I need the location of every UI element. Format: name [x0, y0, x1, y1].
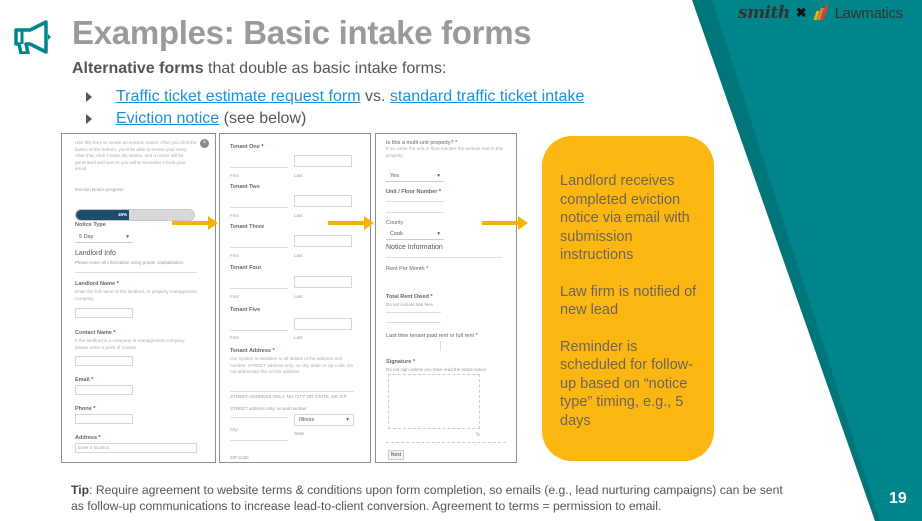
landlord-name-input[interactable]: [75, 308, 133, 318]
contact-name-hint: If the landlord is a company or management company, please enter a point of contact: [75, 338, 186, 350]
megaphone-icon: [12, 20, 56, 54]
tenant-three-label: Tenant Three: [230, 224, 265, 230]
zip-input[interactable]: [230, 440, 288, 441]
first-sublabel: First: [230, 173, 239, 178]
workflow-callout: [542, 136, 714, 461]
last-paid-label: Last time tenant paid rent or full rent *: [386, 333, 478, 339]
tenant-one-last-input[interactable]: [294, 155, 352, 167]
signature-hint: Do not sign unless you have read the entire notice: [386, 367, 487, 372]
bullet-item: [86, 86, 584, 108]
first-sublabel: First: [230, 335, 239, 340]
unit-floor-input[interactable]: [386, 212, 444, 213]
form-intro-text: Use this form to create an eviction notice. After you click the button at the bottom, you'll be able to review your entry. After that, click Create My Notice, and a notice will be generated and sent to you within seconds! Check your email.: [75, 140, 197, 171]
eviction-notice-link[interactable]: Eviction notice: [116, 110, 220, 127]
divider: [386, 442, 506, 443]
standard-traffic-intake-link[interactable]: standard traffic ticket intake: [389, 88, 585, 105]
contact-name-input[interactable]: [75, 356, 133, 366]
tip-label: Tip: [71, 483, 90, 497]
tenant-five-last-input[interactable]: [294, 318, 352, 330]
tenant-two-first-input[interactable]: [230, 207, 288, 208]
subtitle: [72, 60, 446, 78]
tenant-one-label: Tenant One *: [230, 144, 264, 150]
multi-unit-select[interactable]: Yes ▾: [386, 170, 444, 182]
first-sublabel: First: [230, 294, 239, 299]
tenant-four-first-input[interactable]: [230, 288, 288, 289]
lawmatics-bars-icon: [813, 5, 829, 21]
form-screenshot-tenants: [219, 133, 371, 463]
callout-paragraph: Reminder is scheduled for follow-up based on “notice type” timing, e.g., 5 days: [560, 338, 693, 429]
tenant-address-hint: Our system is sensitive to all details of the address and number. STREET address only, no city, state or zip code. Do not abbreviate this on the address.: [230, 356, 354, 374]
divider: [386, 257, 502, 258]
total-rent-owed-hint: Do not include late fees: [386, 302, 434, 307]
last-sublabel: Last: [294, 335, 303, 340]
tenant-four-label: Tenant Four: [230, 265, 262, 271]
county-label: County: [386, 220, 404, 226]
state-sublabel: State: [294, 431, 305, 436]
last-sublabel: Last: [294, 213, 303, 218]
email-input[interactable]: [75, 385, 133, 395]
tenant-two-label: Tenant Two: [230, 184, 260, 190]
first-sublabel: First: [230, 253, 239, 258]
unit-floor-label: Unit / Floor Number *: [386, 189, 442, 195]
bullet-item: [86, 108, 584, 130]
subtitle-bold: Alternative forms: [72, 60, 204, 77]
multi-unit-question: Is this a multi-unit property? *: [386, 140, 458, 146]
page-number: 19: [889, 490, 907, 507]
progress-label: Eviction Notice progress: [75, 187, 124, 192]
landlord-name-label: Landlord Name *: [75, 281, 119, 287]
tenant-five-label: Tenant Five: [230, 307, 261, 313]
tenant-address-label: Tenant Address *: [230, 348, 275, 354]
bullet-suffix: (see below): [219, 110, 307, 127]
tip-body: : Require agreement to website terms & conditions upon form completion, so emails (e.g., lead nurturing campaigns) can be sent as follow-up communications to increase lead-to-client conversion. Agreement to terms = permission to email.: [71, 483, 783, 513]
first-sublabel: First: [230, 213, 239, 218]
multi-unit-hint: If so, enter the unit or floor number the tenants rent in this property.: [386, 146, 503, 158]
next-button[interactable]: Next: [388, 450, 404, 460]
dropdown-arrow-icon: ▾: [126, 233, 129, 240]
address-input[interactable]: Enter a location: [75, 443, 197, 453]
signature-pad[interactable]: [388, 374, 480, 429]
phone-input[interactable]: [75, 414, 133, 424]
notice-type-label: Notice Type: [75, 222, 106, 228]
bullet-list: [86, 86, 584, 130]
arrow-right-icon: [172, 221, 210, 225]
landlord-name-hint: Enter the full name of the landlord, or property management company: [75, 289, 197, 301]
dropdown-arrow-icon: ▾: [437, 172, 440, 179]
phone-label: Phone *: [75, 406, 96, 412]
street-input-top: [230, 391, 354, 392]
arrow-right-icon: [328, 221, 366, 225]
brand-logo: [738, 2, 903, 24]
dropdown-arrow-icon: ▾: [346, 417, 349, 423]
progress-bar: [75, 209, 195, 221]
divider: [75, 272, 197, 273]
tenant-two-last-input[interactable]: [294, 195, 352, 207]
tenant-three-first-input[interactable]: [230, 247, 288, 248]
address-label: Address *: [75, 435, 101, 441]
total-rent-owed-label: Total Rent Owed *: [386, 294, 433, 300]
divider: [386, 312, 441, 313]
landlord-info-hint: Please enter all information using proper capitalization.: [75, 260, 185, 265]
dropdown-arrow-icon: ▾: [437, 230, 440, 237]
street-input[interactable]: STREET ADDRESS ONLY, NO CITY OR STATE, NO ZIP: [230, 394, 347, 399]
signature-label: Signature *: [386, 359, 416, 365]
contact-name-label: Contact Name *: [75, 330, 116, 336]
tip-text: [71, 483, 791, 514]
last-sublabel: Last: [294, 173, 303, 178]
tenant-three-last-input[interactable]: [294, 235, 352, 247]
refresh-icon[interactable]: ↻: [476, 432, 481, 438]
callout-paragraph: Landlord receives completed eviction notice via email with submission instructions: [560, 173, 690, 263]
tenant-five-first-input[interactable]: [230, 330, 288, 331]
progress-fill: 45%: [76, 210, 129, 220]
times-icon: ✖: [795, 5, 807, 20]
last-paid-input[interactable]: [440, 341, 441, 351]
total-rent-owed-input[interactable]: [386, 322, 441, 323]
tenant-four-last-input[interactable]: [294, 276, 352, 288]
divider: [386, 201, 444, 202]
last-sublabel: Last: [294, 253, 303, 258]
bullet-connector: vs.: [360, 88, 390, 105]
notice-info-heading: Notice Information: [386, 244, 443, 251]
traffic-estimate-link[interactable]: Traffic ticket estimate request form: [116, 88, 361, 105]
landlord-info-heading: Landlord Info: [75, 250, 116, 257]
slide-title: Examples: Basic intake forms: [72, 14, 532, 51]
email-label: Email *: [75, 377, 94, 383]
callout-paragraph: Law firm is notified of new lead: [560, 283, 697, 318]
city-sublabel: City: [230, 427, 238, 432]
last-sublabel: Last: [294, 294, 303, 299]
zip-sublabel: ZIP Code: [230, 455, 249, 460]
notice-type-select[interactable]: 5 Day ▾: [75, 231, 133, 243]
state-select[interactable]: Illinois ▾: [294, 414, 354, 426]
bullet-triangle-icon: [86, 92, 92, 102]
street-sublabel: STREET address only, no unit number: [230, 406, 307, 411]
subtitle-rest: that double as basic intake forms:: [203, 60, 447, 77]
smith-logo-text: smith: [738, 3, 790, 23]
city-input[interactable]: [230, 417, 288, 418]
bullet-triangle-icon: [86, 114, 92, 124]
lawmatics-logo-text: Lawmatics: [834, 4, 903, 22]
arrow-right-icon: [482, 221, 520, 225]
rent-per-month-label: Rent Per Month *: [386, 266, 429, 272]
form-screenshot-landlord: [61, 133, 216, 463]
close-icon[interactable]: ×: [200, 139, 209, 148]
form-screenshot-property: [375, 133, 517, 463]
county-select[interactable]: Cook ▾: [386, 228, 444, 240]
tenant-one-first-input: [230, 167, 288, 168]
